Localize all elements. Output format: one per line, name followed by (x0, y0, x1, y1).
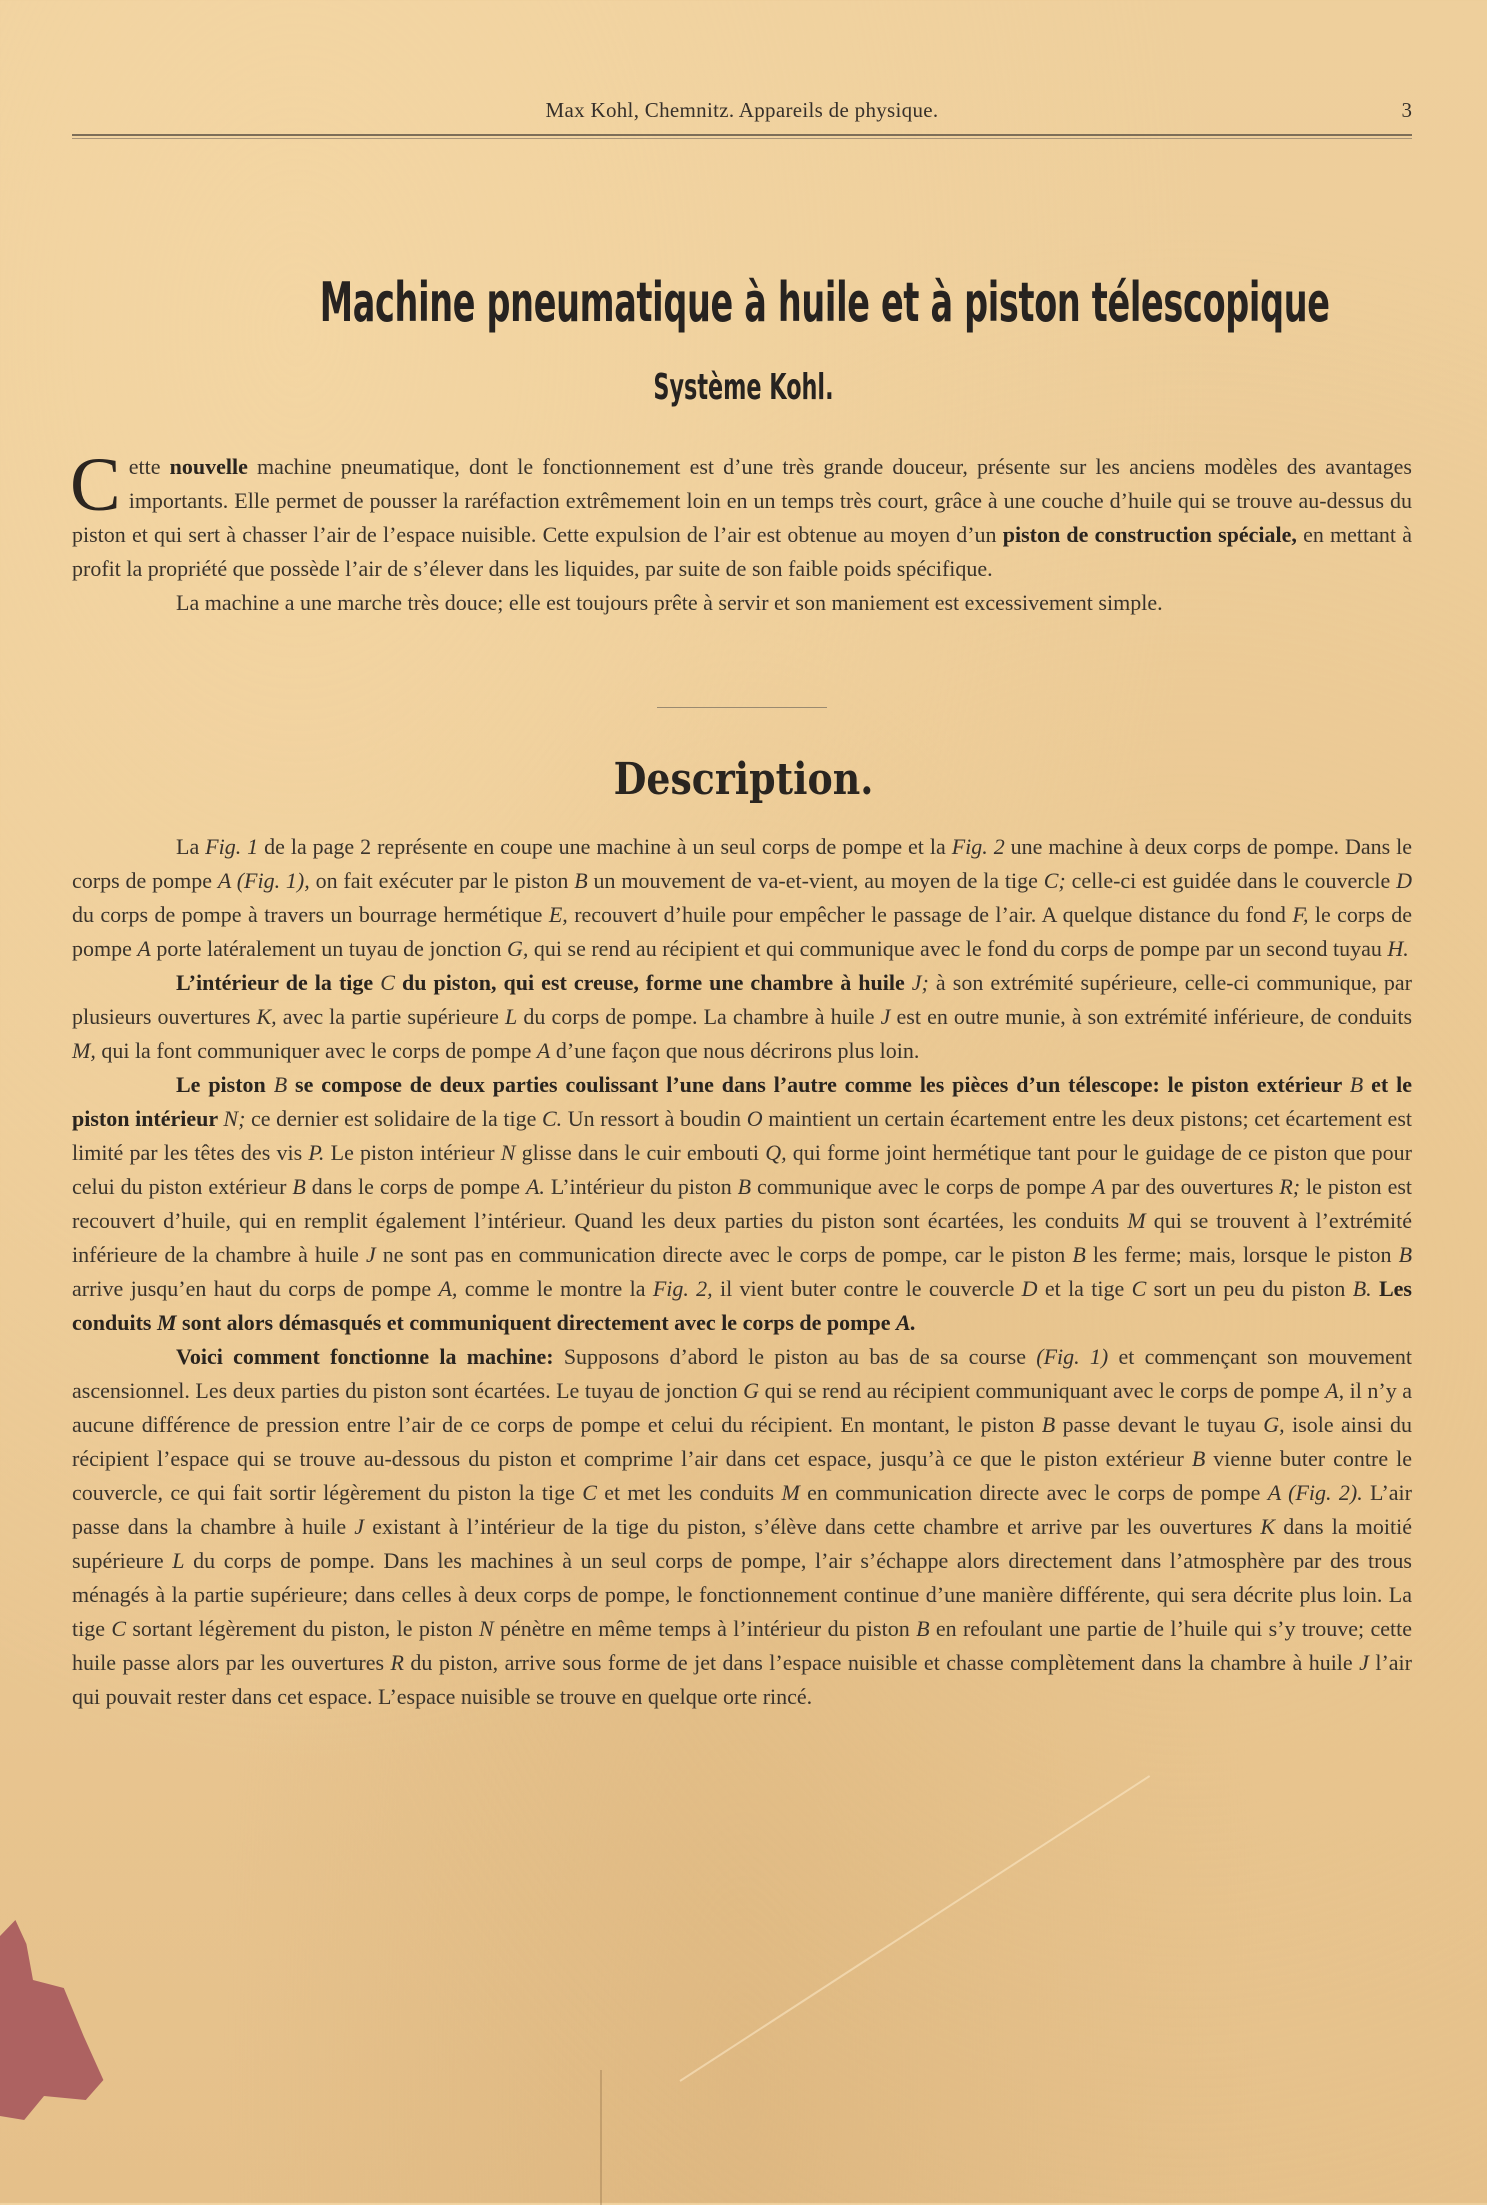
emphasized-run: A, (438, 1276, 458, 1301)
text-run: dans le corps de pompe (305, 1174, 526, 1199)
emphasized-run: M (156, 1310, 177, 1335)
emphasized-run: sont alors démasqués et communiquent directement avec le corps de pompe (176, 1310, 896, 1335)
emphasized-run: A (1091, 1174, 1106, 1199)
description-section (72, 830, 1412, 1714)
emphasized-run: A. (895, 1310, 917, 1335)
emphasized-run: B. (1352, 1276, 1372, 1301)
emphasized-run: L (172, 1548, 185, 1573)
emphasized-run: A (Fig. 1), (217, 868, 310, 893)
emphasized-run: G, (507, 936, 529, 961)
emphasized-run: C. (541, 1106, 563, 1131)
emphasized-run: Les conduits (72, 1276, 1412, 1335)
emphasized-run: Fig. 2, (652, 1276, 713, 1301)
emphasized-run: G, (1263, 1412, 1285, 1437)
section-divider (657, 707, 827, 708)
emphasized-run: B (574, 868, 588, 893)
text-run: il vient buter contre le couvercle (712, 1276, 1022, 1301)
text-run: passe devant le tuyau (1055, 1412, 1264, 1437)
text-run: celle-ci est guidée dans le couvercle (1065, 868, 1397, 893)
emphasized-run: Fig. 2 (951, 834, 1005, 859)
emphasized-run: J (354, 1514, 365, 1539)
emphasized-run: B (1349, 1072, 1364, 1097)
emphasized-run: A, (1325, 1378, 1345, 1403)
text-run: est en outre munie, à son extrémité inférieure, de conduits (890, 1004, 1413, 1029)
text-run: recouvert d’huile pour empêcher le passage de l’air. A quelque distance du fond (567, 902, 1293, 927)
text-run: ce dernier est solidaire de la tige (245, 1106, 542, 1131)
intro-text: ette (128, 454, 170, 479)
emphasized-run: M (781, 1480, 800, 1505)
emphasized-run: Voici comment fonctionne la machine: (176, 1344, 554, 1369)
document-title: Machine pneumatique à huile et à piston télescopique (319, 271, 1330, 334)
intro-paragraph-2: La machine a une marche très douce; elle est toujours prête à servir et son maniement est excessivement simple. (176, 590, 1163, 615)
emphasized-run: G (743, 1378, 760, 1403)
description-paragraph (72, 966, 1412, 1068)
text-run: du corps de pompe. La chambre à huile (517, 1004, 881, 1029)
text-run: et la tige (1037, 1276, 1132, 1301)
text-run: avec la partie supérieure (276, 1004, 506, 1029)
emphasized-run: R; (1279, 1174, 1301, 1199)
paper-crease (679, 1775, 1150, 2082)
emphasized-run: M, (72, 1038, 96, 1063)
emphasized-run: B (1041, 1412, 1056, 1437)
emphasized-run: C (380, 970, 395, 995)
emphasized-run: J (1359, 1650, 1369, 1675)
text-run: communique avec le corps de pompe (751, 1174, 1092, 1199)
text-run: en communication directe avec le corps de pompe (799, 1480, 1268, 1505)
emphasized-run: C; (1043, 868, 1066, 893)
emphasized-run: J; (911, 970, 929, 995)
emphasized-run: A (Fig. 2). (1267, 1480, 1363, 1505)
emphasized-run: J (880, 1004, 891, 1029)
text-run: le piston est recouvert d’huile, qui en remplit également l’intérieur. Quand les deux parties du piston sont écartées, les conduits (72, 1174, 1413, 1233)
text-run: qui se rend au récipient et qui communique avec le fond du corps de pompe par un second tuyau (528, 936, 1388, 961)
text-run: en refoulant une partie de l’huile qui s’y trouve; cette huile passe alors par les ouvertures (72, 1616, 1412, 1675)
emphasized-run: L (505, 1004, 518, 1029)
emphasized-run: E, (548, 902, 568, 927)
text-run: et met les conduits (596, 1480, 782, 1505)
text-run: les ferme; mais, lorsque le piston (1085, 1242, 1399, 1267)
section-heading: Description. (613, 754, 874, 805)
emphasized-run: B (273, 1072, 288, 1097)
text-run: et commençant son mouvement ascensionnel. Les deux parties du piston sont écartées. Le tuyau de jonction (72, 1344, 1413, 1403)
emphasized-run: H. (1387, 936, 1409, 961)
text-run: on fait exécuter par le piston (309, 868, 575, 893)
header-rule-secondary (72, 138, 1412, 139)
emphasized-run: R (390, 1650, 404, 1675)
emphasized-run: et le piston intérieur (72, 1072, 1412, 1131)
text-run: Le piston intérieur (324, 1140, 501, 1165)
emphasized-run: A (536, 1038, 551, 1063)
text-run: sort un peu du piston (1146, 1276, 1353, 1301)
emphasized-run: D (1396, 868, 1412, 893)
emphasized-run: N; (223, 1106, 246, 1131)
text-run: dans la moitié supérieure (72, 1514, 1413, 1573)
intro-emphasis: nouvelle (169, 454, 248, 479)
emphasized-run: Le piston (176, 1072, 274, 1097)
text-run: l’air qui pouvait rester dans cet espace. L’espace nuisible se trouve en quelque orte rincé. (72, 1650, 1412, 1709)
intro-text: en mettant à profit la propriété que possède l’air de s’élever dans les liquides, par suite de son faible poids spécifique. (72, 522, 1412, 581)
text-run: de la page 2 représente en coupe une machine à un seul corps de pompe et la (258, 834, 952, 859)
emphasized-run: A (137, 936, 151, 961)
description-paragraph (72, 1340, 1412, 1714)
text-run: d’une façon que nous décrirons plus loin. (550, 1038, 920, 1063)
text-run: une machine à deux corps de pompe. Dans le corps de pompe (72, 834, 1412, 893)
emphasized-run: B (292, 1174, 306, 1199)
text-run: vienne buter contre le couvercle, ce qui fait sortir légèrement du piston la tige (72, 1446, 1412, 1505)
header-title: Max Kohl, Chemnitz. Appareils de physique. (545, 98, 939, 122)
intro-emphasis: piston de construction spéciale, (1002, 522, 1297, 547)
text-run: sortant légèrement du piston, le piston (126, 1616, 479, 1641)
text-run: à son extrémité supérieure, celle-ci communique, par plusieurs ouvertures (72, 970, 1412, 1029)
emphasized-run: F, (1292, 902, 1309, 927)
emphasized-run: se compose de deux parties coulissant l’une dans l’autre comme les pièces d’un télescope: le piston extérieur (287, 1072, 1350, 1097)
emphasized-run: B (916, 1616, 930, 1641)
text-run: un mouvement de va-et-vient, au moyen de la tige (587, 868, 1044, 893)
text-run: pénètre en même temps à l’intérieur du piston (493, 1616, 917, 1641)
drop-cap: C (70, 443, 121, 527)
description-paragraph (72, 830, 1412, 966)
text-run: du corps de pompe. Dans les machines à un seul corps de pompe, l’air s’échappe alors directement dans l’atmosphère par des trous ménagés à la partie supérieure; dans celles à deux corps de pompe, le fonctionnement continue d’une manière différente, qui sera décrite plus loin. La tige (72, 1548, 1412, 1641)
emphasized-run: N (478, 1616, 494, 1641)
emphasized-run: O (746, 1106, 763, 1131)
text-run: Supposons d’abord le piston au bas de sa course (553, 1344, 1037, 1369)
text-run: il n’y a aucune différence de pression entre l’air de ce corps de pompe et celui du récipient. En montant, le piston (72, 1378, 1412, 1437)
page-number: 3 (1401, 98, 1412, 122)
emphasized-run: C (582, 1480, 597, 1505)
text-run: La (176, 834, 206, 859)
intro-paragraph-1 (70, 443, 1412, 586)
text-run: qui se rend au récipient communiquant avec le corps de pompe (759, 1378, 1326, 1403)
text-run: Un ressort à boudin (562, 1106, 747, 1131)
emphasized-run: N (500, 1140, 516, 1165)
running-header (72, 98, 1412, 128)
intro-text: machine pneumatique, dont le fonctionnement est d’une très grande douceur, présente sur les anciens modèles des avantages importants. Elle permet de pousser la raréfaction extrêmement loin en un temps très court, grâce à une couche d’huile qui se trouve au-dessus du piston et qui sert à chasser l’air de l’espace nuisible. Cette expulsion de l’air est obtenue au moyen d’un (72, 454, 1412, 547)
text-run: arrive jusqu’en haut du corps de pompe (72, 1276, 439, 1301)
emphasized-run: P. (308, 1140, 325, 1165)
emphasized-run: A. (525, 1174, 545, 1199)
red-stain (0, 1920, 110, 2120)
text-run: isole ainsi du récipient l’espace qui se trouve au-dessous du piston et comprime l’air dans cet espace, jusqu’à ce que le piston extérieur (72, 1412, 1412, 1471)
emphasized-run: K (1260, 1514, 1276, 1539)
text-run: ne sont pas en communication directe avec le corps de pompe, car le piston (375, 1242, 1073, 1267)
emphasized-run: B (1072, 1242, 1086, 1267)
intro-section (70, 443, 1412, 620)
emphasized-run: J (365, 1242, 376, 1267)
emphasized-run: Q, (765, 1140, 787, 1165)
text-run: porte latéralement un tuyau de jonction (150, 936, 508, 961)
emphasized-run: B (1398, 1242, 1413, 1267)
paper-tear (600, 2070, 602, 2205)
emphasized-run: B (1191, 1446, 1206, 1471)
text-run: L’intérieur du piston (544, 1174, 738, 1199)
emphasized-run: M (1127, 1208, 1146, 1233)
emphasized-run: L’intérieur de la tige (176, 970, 381, 995)
text-run: L’air passe dans la chambre à huile (72, 1480, 1412, 1539)
description-paragraph (72, 1068, 1412, 1340)
emphasized-run: (Fig. 1) (1036, 1344, 1109, 1369)
text-run: qui se trouvent à l’extrémité inférieure de la chambre à huile (72, 1208, 1412, 1267)
text-run: qui la font communiquer avec le corps de pompe (95, 1038, 537, 1063)
emphasized-run: du piston, qui est creuse, forme une chambre à huile (394, 970, 912, 995)
text-run: glisse dans le cuir embouti (515, 1140, 766, 1165)
text-run: du corps de pompe à travers un bourrage hermétique (72, 902, 549, 927)
header-rule (72, 134, 1412, 136)
document-subtitle: Système Kohl. (653, 367, 834, 408)
emphasized-run: C (1131, 1276, 1147, 1301)
text-run: qui forme joint hermétique tant pour le guidage de ce piston que pour celui du piston extérieur (72, 1140, 1413, 1199)
text-run: par des ouvertures (1105, 1174, 1280, 1199)
text-run: maintient un certain écartement entre les deux pistons; cet écartement est limité par les têtes des vis (72, 1106, 1412, 1165)
text-run: comme le montre la (457, 1276, 653, 1301)
emphasized-run: Fig. 1 (205, 834, 259, 859)
emphasized-run: D (1021, 1276, 1038, 1301)
emphasized-run: B (737, 1174, 752, 1199)
emphasized-run: C (111, 1616, 127, 1641)
text-run: le corps de pompe (72, 902, 1413, 961)
emphasized-run: K, (256, 1004, 277, 1029)
text-run: du piston, arrive sous forme de jet dans l’espace nuisible et chasse complètement dans la chambre à huile (403, 1650, 1360, 1675)
text-run: existant à l’intérieur de la tige du piston, s’élève dans cette chambre et arrive par les ouvertures (364, 1514, 1261, 1539)
